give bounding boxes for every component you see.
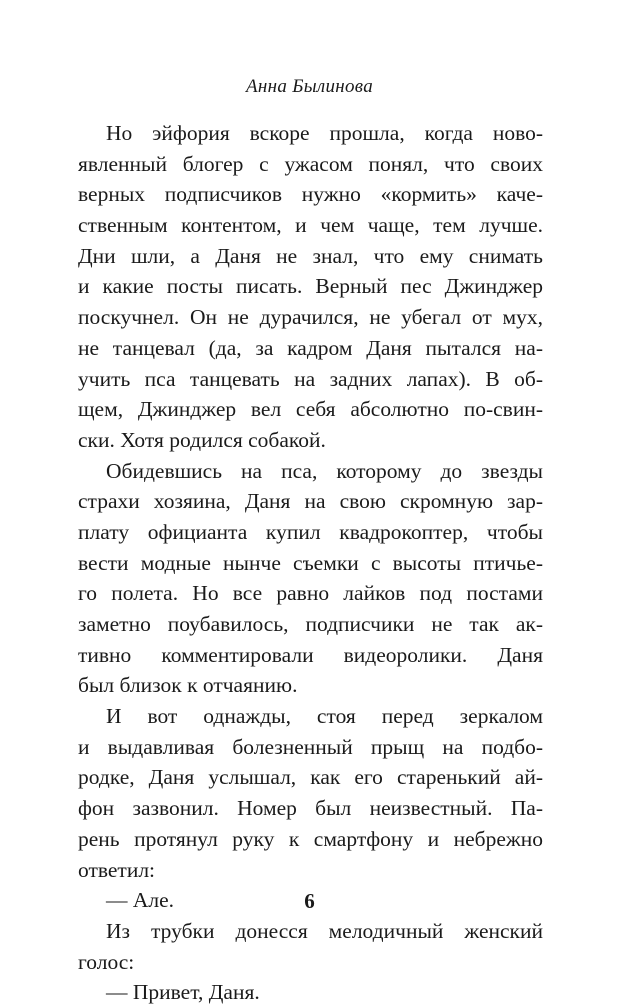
text-line: — Але. (106, 888, 175, 913)
text-line: щем, Джинджер вел себя абсолютно по-свин- (78, 397, 543, 422)
text-line: Из трубки донесся мелодичный женский (106, 918, 543, 943)
text-line: ски. Хотя родился собакой. (78, 427, 326, 452)
running-head-author: Анна Былинова (245, 76, 373, 97)
page-number: 6 (304, 889, 315, 913)
text-line: Обидевшись на пса, которому до звезды (106, 458, 543, 483)
text-line: страхи хозяина, Даня на свою скромную зар- (78, 489, 543, 514)
text-line: го полета. Но все равно лайков под постами (78, 581, 543, 606)
text-line: и какие посты писать. Верный пес Джинджер (78, 274, 543, 299)
text-line: рень протянул руку к смартфону и небрежно (78, 826, 543, 851)
text-line: родке, Даня услышал, как его старенький ай- (78, 765, 543, 790)
text-line: вести модные нынче съемки с высоты птичье- (78, 550, 543, 575)
text-line: ственным контентом, и чем чаще, тем лучше. (78, 213, 543, 238)
text-line: И вот однажды, стоя перед зеркалом (106, 704, 543, 729)
text-line: верных подписчиков нужно «кормить» каче- (78, 182, 543, 207)
text-line: плату официанта купил квадрокоптер, чтобы (78, 519, 543, 544)
text-line: учить пса танцевать на задних лапах). В об- (78, 366, 543, 391)
text-line: Дни шли, а Даня не знал, что ему снимать (78, 243, 543, 268)
text-line: фон зазвонил. Номер был неизвестный. Па- (78, 796, 543, 821)
text-line: был близок к отчаянию. (78, 673, 298, 698)
text-line: ответил: (78, 857, 156, 882)
text-line: заметно поубавилось, подписчики не так ак- (78, 612, 543, 636)
text-line: голос: (78, 949, 135, 974)
text-line: — Привет, Даня. (106, 980, 260, 1005)
text-line: явленный блогер с ужасом понял, что своих (78, 151, 543, 176)
text-line: и выдавливая болезненный прыщ на подбо- (78, 734, 543, 759)
text-line: не танцевал (да, за кадром Даня пытался на- (78, 335, 543, 360)
text-line: тивно комментировали видеоролики. Даня (78, 642, 543, 667)
text-line: Но эйфория вскоре прошла, когда ново- (106, 121, 543, 145)
body-text (78, 118, 543, 1008)
text-line: поскучнел. Он не дурачился, не убегал от мух, (78, 305, 543, 330)
